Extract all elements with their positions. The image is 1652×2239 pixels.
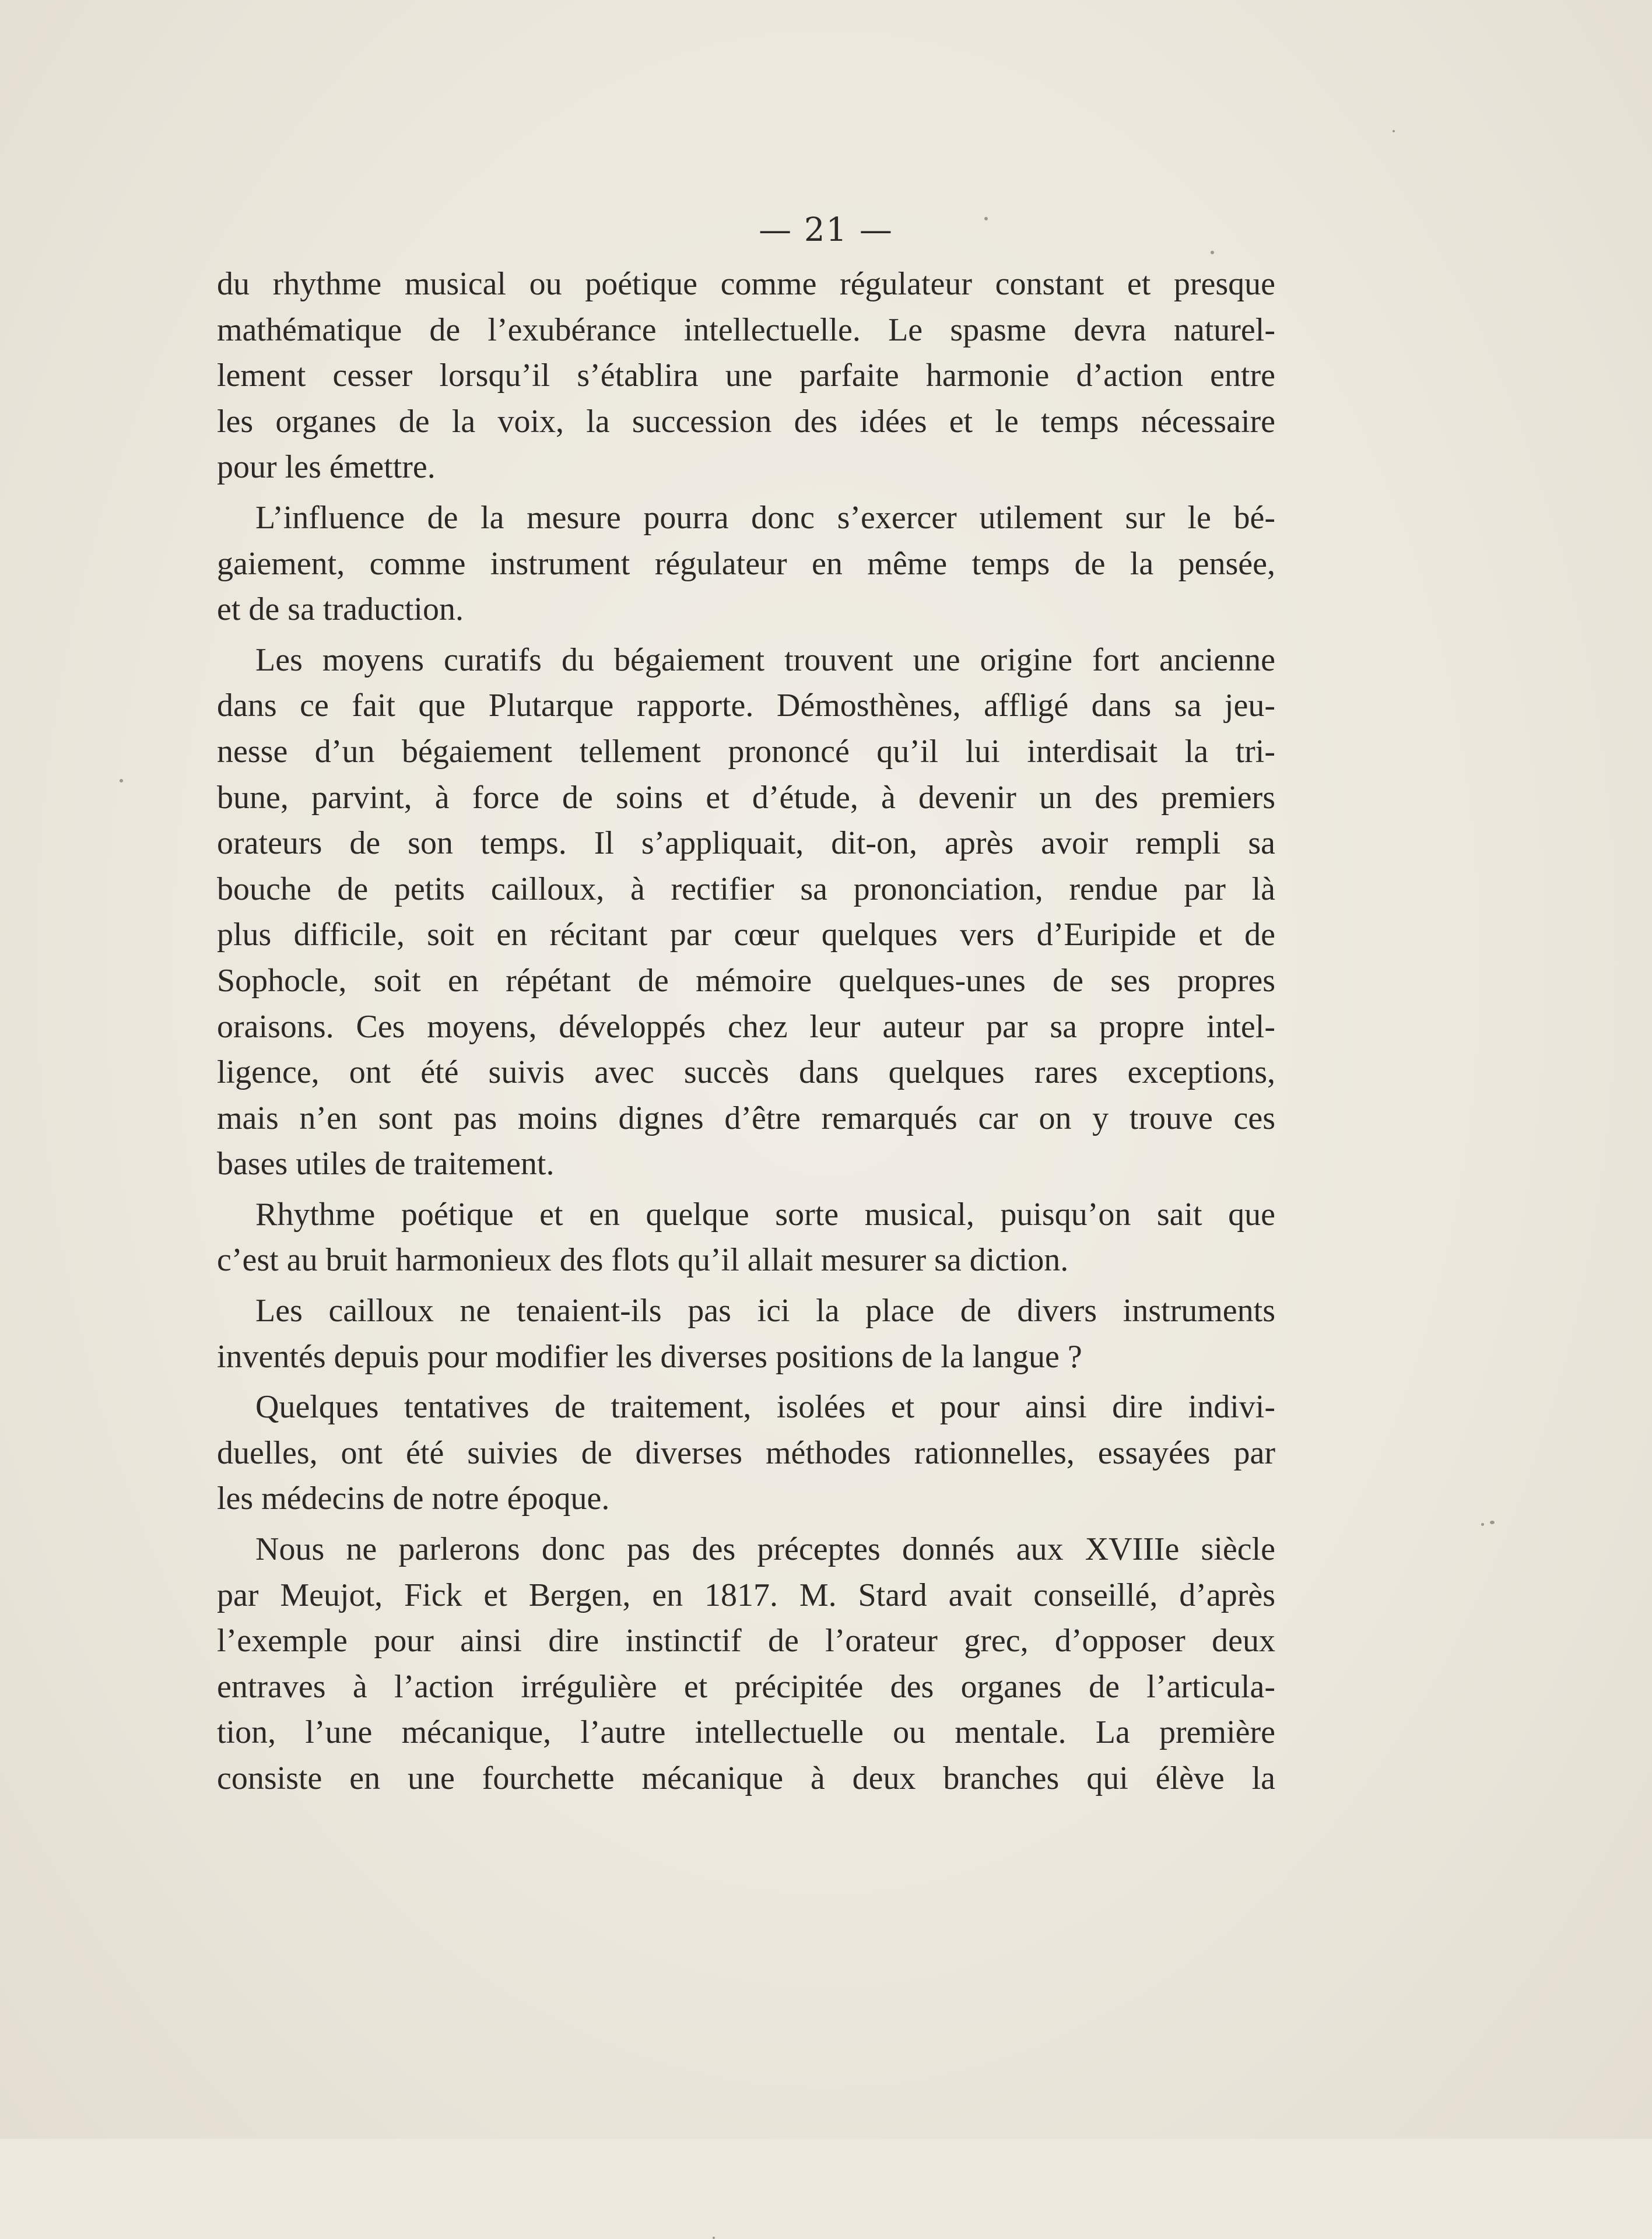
paper-speck <box>120 779 123 782</box>
paragraph <box>217 495 1275 633</box>
text-line: oraisons. Ces moyens, développés chez leur auteur par sa propre intel- <box>217 1008 1275 1045</box>
text-line: consiste en une fourchette mécanique à deux branches qui élève la <box>217 1760 1275 1796</box>
text-line: orateurs de son temps. Il s’appliquait, dit-on, après avoir rempli sa <box>217 825 1275 862</box>
paper-speck <box>1393 130 1395 132</box>
text-line: plus difficile, soit en récitant par cœur quelques vers d’Euripide et de <box>217 917 1275 953</box>
text-line: inventés depuis pour modifier les diverses positions de la langue ? <box>217 1338 1082 1375</box>
paragraph <box>217 1192 1275 1283</box>
paragraph <box>217 1288 1275 1380</box>
text-line: c’est au bruit harmonieux des flots qu’il allait mesurer sa diction. <box>217 1242 1069 1279</box>
text-line: par Meujot, Fick et Bergen, en 1817. M. Stard avait conseillé, d’après <box>217 1577 1275 1613</box>
text-line: les médecins de notre époque. <box>217 1480 610 1517</box>
text-line: entraves à l’action irrégulière et précipitée des organes de l’articula- <box>217 1668 1275 1705</box>
paper-speck <box>1211 251 1214 254</box>
paragraph <box>217 1526 1275 1802</box>
paper-speck <box>984 217 988 220</box>
text-line: duelles, ont été suivies de diverses méthodes rationnelles, essayées par <box>217 1434 1275 1471</box>
text-line: Rhythme poétique et en quelque sorte musical, puisqu’on sait que <box>255 1196 1275 1233</box>
text-line: mathématique de l’exubérance intellectuelle. Le spasme devra naturel- <box>217 311 1275 348</box>
paragraph <box>217 261 1275 490</box>
text-line: L’influence de la mesure pourra donc s’exercer utilement sur le bé- <box>255 499 1275 536</box>
text-line: Les cailloux ne tenaient-ils pas ici la place de divers instruments <box>255 1293 1275 1329</box>
text-line: tion, l’une mécanique, l’autre intellectuelle ou mentale. La première <box>217 1714 1275 1751</box>
text-line: bune, parvint, à force de soins et d’étude, à devenir un des premiers <box>217 779 1275 816</box>
page-number: — 21 — <box>759 211 893 249</box>
text-line: Quelques tentatives de traitement, isolées et pour ainsi dire indivi- <box>255 1389 1275 1426</box>
text-line: et de sa traduction. <box>217 591 464 628</box>
text-line: l’exemple pour ainsi dire instinctif de l’orateur grec, d’opposer deux <box>217 1623 1275 1659</box>
paragraph <box>217 1384 1275 1522</box>
text-line: gaiement, comme instrument régulateur en même temps de la pensée, <box>217 545 1275 582</box>
text-line: Nous ne parlerons donc pas des préceptes donnés aux XVIIIe siècle <box>255 1531 1275 1568</box>
text-line: ligence, ont été suivis avec succès dans quelques rares exceptions, <box>217 1054 1275 1091</box>
text-line: mais n’en sont pas moins dignes d’être remarqués car on y trouve ces <box>217 1100 1275 1136</box>
paragraph <box>217 637 1275 1187</box>
text-line: les organes de la voix, la succession des idées et le temps nécessaire <box>217 403 1275 440</box>
text-line: lement cesser lorsqu’il s’établira une parfaite harmonie d’action entre <box>217 357 1275 394</box>
paper-speck <box>1490 1521 1495 1524</box>
text-line: dans ce fait que Plutarque rapporte. Démosthènes, affligé dans sa jeu- <box>217 687 1275 724</box>
text-line: Sophocle, soit en répétant de mémoire quelques-unes de ses propres <box>217 962 1275 999</box>
paper-speck <box>1481 1523 1484 1526</box>
text-line: bases utiles de traitement. <box>217 1146 555 1182</box>
text-line: Les moyens curatifs du bégaiement trouvent une origine fort ancienne <box>255 641 1275 678</box>
paper-speck <box>713 2237 715 2239</box>
text-line: nesse d’un bégaiement tellement prononcé qu’il lui interdisait la tri- <box>217 733 1275 770</box>
body-text <box>217 261 1275 1802</box>
text-line: du rhythme musical ou poétique comme régulateur constant et presque <box>217 266 1275 302</box>
text-line: pour les émettre. <box>217 449 436 486</box>
text-line: bouche de petits cailloux, à rectifier sa prononciation, rendue par là <box>217 871 1275 907</box>
